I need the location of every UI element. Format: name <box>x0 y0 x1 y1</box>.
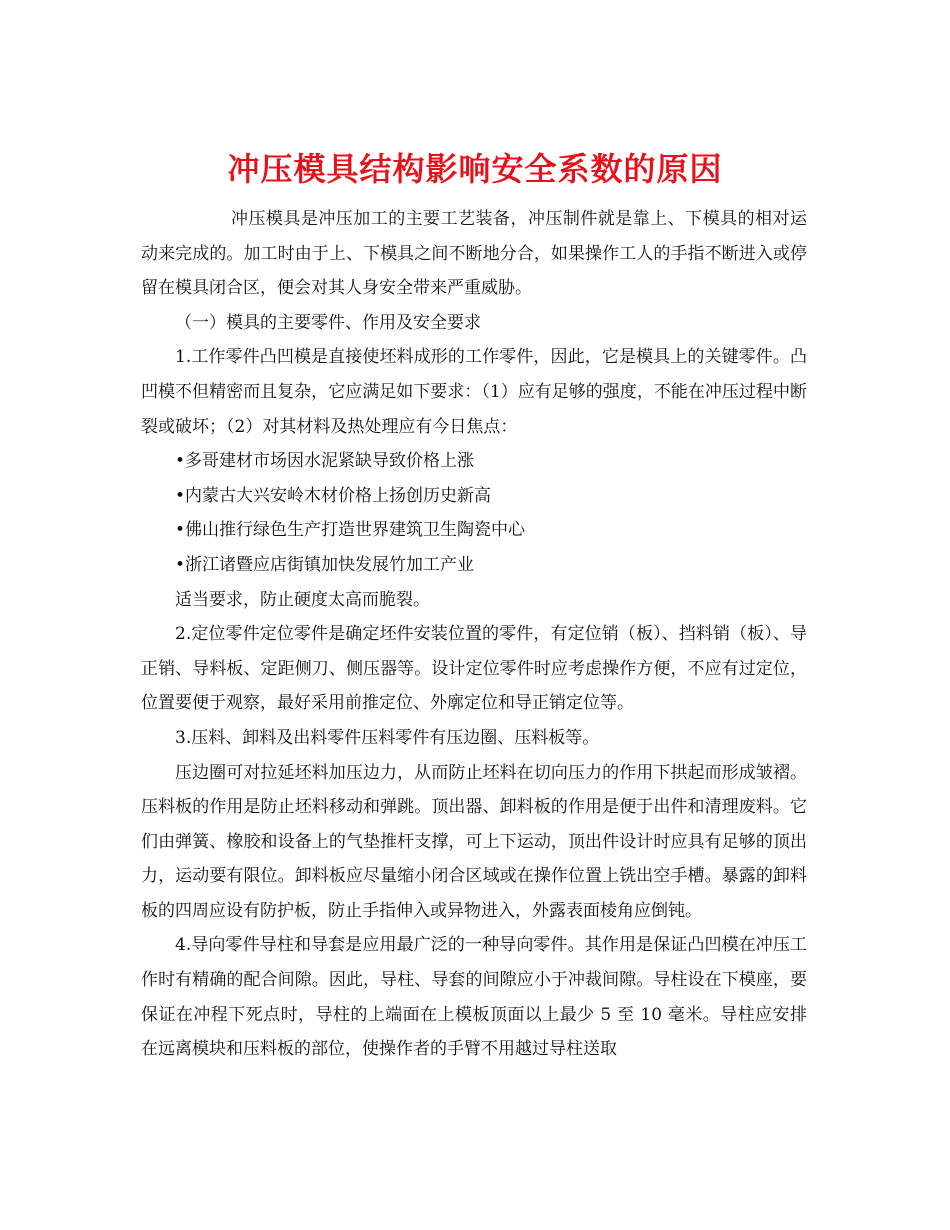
news-link-item[interactable]: •多哥建材市场因水泥紧缺导致价格上涨 <box>175 451 475 472</box>
document-body <box>141 202 807 1067</box>
paragraph-positioning-parts: 2.定位零件定位零件是确定坯件安装位置的零件，有定位销（板）、挡料销（板）、导正销、导料板、定距侧刀、侧压器等。设计定位零件时应考虑操作方便，不应有过定位，位置要便于观察，最好采用前推定位、外廓定位和导正销定位等。 <box>141 624 807 714</box>
news-link-item[interactable]: •内蒙古大兴安岭木材价格上扬创历史新高 <box>175 485 492 506</box>
paragraph-working-parts: 1.工作零件凸凹模是直接使坯料成形的工作零件，因此，它是模具上的关键零件。凸凹模不但精密而且复杂，它应满足如下要求：（1）应有足够的强度，不能在冲压过程中断裂或破坏；（2）对其材料及热处理应有今日焦点： <box>141 347 807 437</box>
intro-paragraph: 冲压模具是冲压加工的主要工艺装备，冲压制件就是靠上、下模具的相对运动来完成的。加工时由于上、下模具之间不断地分合，如果操作工人的手指不断进入或停留在模具闭合区，便会对其人身安全带来严重威胁。 <box>141 209 807 299</box>
paragraph-pressing-parts: 3.压料、卸料及出料零件压料零件有压边圈、压料板等。 <box>175 727 600 748</box>
document-title: 冲压模具结构影响安全系数的原因 <box>227 150 723 189</box>
news-link-item[interactable]: •浙江诸暨应店街镇加快发展竹加工产业 <box>175 554 475 575</box>
paragraph-guide-parts: 4.导向零件导柱和导套是应用最广泛的一种导向零件。其作用是保证凸凹模在冲压工作时有精确的配合间隙。因此，导柱、导套的间隙应小于冲裁间隙。导柱设在下模座，要保证在冲程下死点时，导柱的上端面在上模板顶面以上最少 5 至 10 毫米。导柱应安排在远离模块和压料板的部位，使操作者的手臂不用越过导柱送取 <box>141 935 807 1060</box>
paragraph-continuation: 适当要求，防止硬度太高而脆裂。 <box>175 589 430 610</box>
section-heading: （一）模具的主要零件、作用及安全要求 <box>175 312 481 333</box>
news-link-item[interactable]: •佛山推行绿色生产打造世界建筑卫生陶瓷中心 <box>175 520 526 541</box>
paragraph-blank-holder: 压边圈可对拉延坯料加压边力，从而防止坯料在切向压力的作用下拱起而形成皱褶。压料板的作用是防止坯料移动和弹跳。顶出器、卸料板的作用是便于出件和清理废料。它们由弹簧、橡胶和设备上的气垫推杆支撑，可上下运动，顶出件设计时应具有足够的顶出力，运动要有限位。卸料板应尽量缩小闭合区域或在操作位置上铣出空手槽。暴露的卸料板的四周应设有防护板，防止手指伸入或异物进入，外露表面棱角应倒钝。 <box>141 762 807 921</box>
